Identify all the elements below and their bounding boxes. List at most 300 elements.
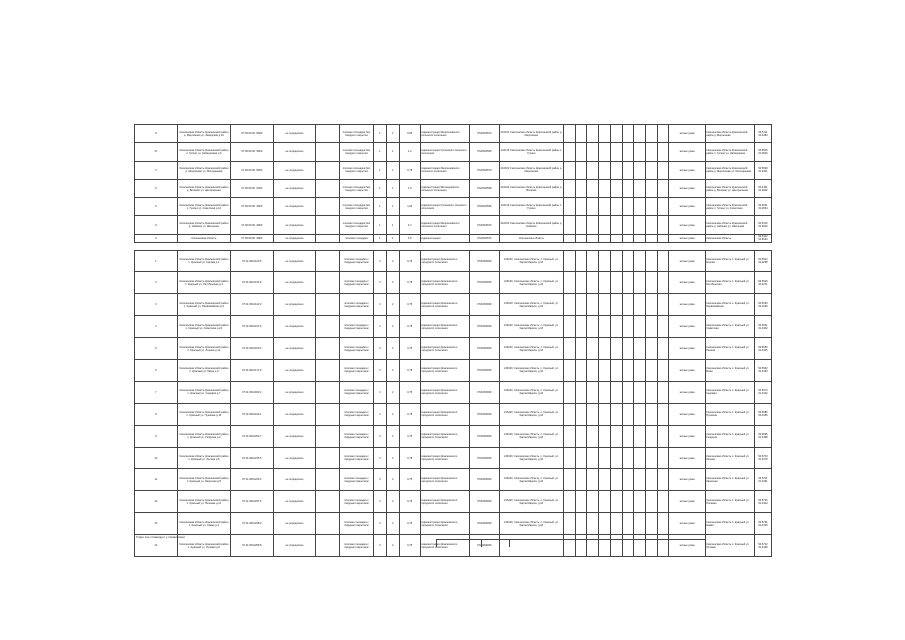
volume: 0,75 [399, 161, 420, 179]
empty-cell [634, 316, 646, 338]
table-row [135, 179, 772, 197]
owner-name: Администрация Краснинского городского поселения [420, 272, 469, 294]
empty-cell [634, 338, 646, 360]
count-b: 1 [386, 216, 399, 234]
empty-cell [599, 338, 611, 360]
count-b: 2 [386, 535, 399, 557]
coordinates: 54.5686 31.4356 [754, 403, 771, 425]
empty-cell [563, 216, 575, 234]
site-purpose: плоская площадка с твердым покрытием [339, 513, 373, 535]
owner-inn: 6720000000 [469, 360, 499, 382]
empty-cell [575, 403, 587, 425]
empty-cell [587, 250, 599, 272]
cadastral-code: 67:00:00:00 :3600 [231, 198, 274, 216]
empty-cell [575, 234, 587, 242]
row-number: 2 [135, 272, 178, 294]
owner-name: Администрация Краснинского городского поселения [420, 250, 469, 272]
empty-cell [646, 360, 658, 382]
empty-cell [657, 216, 669, 234]
owner-name: Администрация Краснинского городского поселения [420, 491, 469, 513]
empty-cell [634, 198, 646, 216]
empty-cell [587, 125, 599, 143]
table-row [135, 403, 772, 425]
owner-inn: 6720000000 [469, 469, 499, 491]
empty-cell [657, 161, 669, 179]
empty-cell [563, 143, 575, 161]
empty-cell [622, 316, 634, 338]
object-location: Смоленская область Краснинский район п. Красный ул. Лесная д.5 [177, 447, 230, 469]
table-row [135, 294, 772, 316]
empty-cell [575, 143, 587, 161]
category: не определено [273, 198, 316, 216]
owner-name: Администрация Краснинского городского поселения [420, 403, 469, 425]
cadastral-code: 67:11:0010248:2 [231, 513, 274, 535]
site-purpose: плоская площадка [339, 234, 373, 242]
empty-cell [563, 338, 575, 360]
empty-cell [610, 234, 622, 242]
register-sheet [134, 124, 772, 557]
coordinates: 54.5662 31.4330 [754, 360, 771, 382]
empty-cell [646, 447, 658, 469]
owner-name: Администрация Краснинского городского поселения [420, 447, 469, 469]
empty-cell [646, 469, 658, 491]
coordinates: 54.5633 31.4290 [754, 294, 771, 316]
empty-cell [587, 234, 599, 242]
cadastral-code: 67:11:0010226:3 [231, 469, 274, 491]
row-number: 47 [135, 143, 178, 161]
volume: 0,75 [399, 535, 420, 557]
count-a: 4 [373, 535, 386, 557]
empty-cell [563, 425, 575, 447]
owner-address: 216100, Смоленская область, п. Красный, ул. Карла Маркса, д.16 [499, 250, 563, 272]
empty-cell [316, 316, 339, 338]
count-b: 2 [386, 447, 399, 469]
site-purpose: плоская площадка с твердым покрытием [339, 491, 373, 513]
count-b: 2 [386, 491, 399, 513]
category: не определено [273, 316, 316, 338]
owner-address: 216100, Смоленская область, п. Красный, ул. Карла Маркса, д.16 [499, 294, 563, 316]
empty-cell [575, 316, 587, 338]
empty-cell [646, 161, 658, 179]
count-a: 4 [373, 338, 386, 360]
empty-cell [575, 250, 587, 272]
owner-name: Администрация Краснинского городского поселения [420, 338, 469, 360]
table-row [135, 469, 772, 491]
source-type: жилые дома [669, 425, 705, 447]
empty-cell [575, 360, 587, 382]
row-number: 12 [135, 491, 178, 513]
empty-cell [316, 338, 339, 360]
empty-cell [610, 216, 622, 234]
row-number: 6 [135, 360, 178, 382]
empty-cell [622, 161, 634, 179]
object-location: Смоленская область Краснинский район п. Красный ул. Ленина д.12 [177, 338, 230, 360]
empty-cell [622, 381, 634, 403]
source-type: жилые дома [669, 161, 705, 179]
owner-inn: 6720023570 [469, 161, 499, 179]
owner-name: Администрация Гусинского сельского поселения [420, 143, 469, 161]
empty-cell [563, 403, 575, 425]
site-purpose: плоская площадка без твердого покрытия [339, 179, 373, 197]
empty-cell [657, 338, 669, 360]
table-row [135, 216, 772, 234]
source-location: Смоленская область Краснинский район д. Мерлиново ул. Молодежная [705, 161, 754, 179]
empty-cell [575, 338, 587, 360]
count-a: 4 [373, 381, 386, 403]
count-b: 2 [386, 513, 399, 535]
empty-cell [599, 403, 611, 425]
table-gap [134, 243, 772, 250]
empty-cell [575, 447, 587, 469]
table-row [135, 234, 772, 242]
empty-cell [610, 294, 622, 316]
source-location: Смоленская область п. Красный ул. Первомайская [705, 294, 754, 316]
empty-cell [657, 447, 669, 469]
empty-cell [622, 469, 634, 491]
coordinates: 54.6931 31.0844 [754, 198, 771, 216]
empty-cell [634, 425, 646, 447]
cadastral-code: 67:00:00:00 :4800 [231, 234, 274, 242]
empty-cell [646, 403, 658, 425]
empty-cell [657, 403, 669, 425]
site-purpose: плоская площадка с твердым покрытием [339, 338, 373, 360]
cadastral-code: 67:11:0010182:4 [231, 381, 274, 403]
volume: 1,00 [399, 198, 420, 216]
count-b: 2 [386, 425, 399, 447]
owner-address: 216100, Смоленская область, п. Красный, ул. Карла Маркса, д.16 [499, 491, 563, 513]
table-row [135, 491, 772, 513]
empty-cell [599, 143, 611, 161]
source-type: жилые дома [669, 316, 705, 338]
count-b: 2 [386, 294, 399, 316]
count-a: 4 [373, 469, 386, 491]
empty-cell [563, 198, 575, 216]
empty-cell [646, 234, 658, 242]
count-b: 2 [386, 272, 399, 294]
count-a: 4 [373, 447, 386, 469]
source-location: Смоленская область п. Красный ул. Лесная [705, 447, 754, 469]
owner-address: 216100, Смоленская область, п. Красный, ул. Карла Маркса, д.16 [499, 469, 563, 491]
source-location: Смоленская область п. Красный ул. Новая [705, 513, 754, 535]
owner-inn: 6720023535 [469, 198, 499, 216]
owner-inn: 6720000000 [469, 491, 499, 513]
source-location: Смоленская область п. Красный ул. Кирова [705, 250, 754, 272]
empty-cell [610, 161, 622, 179]
empty-cell [610, 403, 622, 425]
category: не определено [273, 294, 316, 316]
owner-name: Администрация Краснинского городского поселения [420, 513, 469, 535]
row-number: 8 [135, 125, 178, 143]
empty-cell [657, 294, 669, 316]
empty-cell [316, 447, 339, 469]
coordinates: 54.5641 31.4302 [754, 316, 771, 338]
empty-cell [563, 513, 575, 535]
coordinates: 54.5742 31.4428 [754, 535, 771, 557]
empty-cell [634, 234, 646, 242]
site-purpose: плоская площадка с твердым покрытием [339, 294, 373, 316]
source-location: Смоленская область Краснинский район д. Волково ул. Центральная [705, 179, 754, 197]
category: не определено [273, 535, 316, 557]
empty-cell [587, 143, 599, 161]
source-type: жилые дома [669, 179, 705, 197]
cadastral-code: 67:00:00:00 :3600 [231, 143, 274, 161]
row-number: 11 [135, 469, 178, 491]
category: не определено [273, 469, 316, 491]
empty-cell [610, 179, 622, 197]
site-purpose: плоская площадка без твердого покрытия [339, 161, 373, 179]
empty-cell [599, 381, 611, 403]
empty-cell [587, 316, 599, 338]
volume: 0,75 [399, 360, 420, 382]
owner-name: Администрация Краснинского городского поселения [420, 469, 469, 491]
category: не определено [273, 360, 316, 382]
empty-cell [622, 179, 634, 197]
source-location: Смоленская область п. Красный ул. Садовая [705, 381, 754, 403]
source-type: жилые дома [669, 216, 705, 234]
empty-cell [622, 425, 634, 447]
site-purpose: плоская площадка с твердым покрытием [339, 469, 373, 491]
empty-cell [599, 198, 611, 216]
row-number: 5 [135, 179, 178, 197]
empty-cell [646, 250, 658, 272]
empty-cell [646, 179, 658, 197]
empty-cell [563, 469, 575, 491]
owner-inn: 6720023528 [469, 179, 499, 197]
owner-address: 216115 Смоленская область Краснинский район п. Гусино [499, 198, 563, 216]
empty-cell [599, 294, 611, 316]
empty-cell [622, 234, 634, 242]
owner-name: Администрация Краснинского городского поселения [420, 360, 469, 382]
coordinates: 54.5699 31.4301 [754, 161, 771, 179]
empty-cell [563, 272, 575, 294]
source-location: Смоленская область Краснинский район п. Гусино ул. Советская [705, 198, 754, 216]
row-number: 1 [135, 250, 178, 272]
table-row [135, 425, 772, 447]
volume: 0,75 [399, 381, 420, 403]
table-row [135, 125, 772, 143]
site-purpose: плоская площадка с твердым покрытием [339, 272, 373, 294]
cadastral-code: 67:11:0010237:6 [231, 491, 274, 513]
count-a: 4 [373, 316, 386, 338]
category: не определено [273, 381, 316, 403]
empty-cell [316, 360, 339, 382]
table-row [135, 198, 772, 216]
object-location: Смоленская область Краснинский район п. Красный ул. Пушкина д.15 [177, 403, 230, 425]
coordinates: 54.5674 31.4342 [754, 381, 771, 403]
table-row [135, 143, 772, 161]
empty-cell [563, 294, 575, 316]
source-type: жилые дома [669, 360, 705, 382]
volume: 0,55 [399, 125, 420, 143]
owner-name: Администрация Краснинского городского поселения [420, 425, 469, 447]
row-number: 14 [135, 535, 178, 557]
empty-cell [587, 381, 599, 403]
cadastral-code: 67:00:00:00 :2300 [231, 179, 274, 197]
volume: 0,75 [399, 294, 420, 316]
owner-address: Смоленская область [499, 234, 563, 242]
source-type: жилые дома [669, 198, 705, 216]
object-location: Смоленская область Краснинский район п. Красный ул. Первомайская д.9 [177, 294, 230, 316]
empty-cell [575, 198, 587, 216]
empty-cell [646, 272, 658, 294]
empty-cell [316, 234, 339, 242]
empty-cell [610, 198, 622, 216]
category: не определено [273, 403, 316, 425]
empty-cell [599, 272, 611, 294]
site-purpose: плоская площадка без твердого покрытия [339, 198, 373, 216]
owner-address: 216100, Смоленская область, п. Красный, ул. Карла Маркса, д.16 [499, 360, 563, 382]
site-purpose: плоская площадка с твердым покрытием [339, 360, 373, 382]
category: не определено [273, 272, 316, 294]
cadastral-code: 67:11:0010215:5 [231, 447, 274, 469]
object-location: Смоленская область Краснинский район д. Волково ул. Центральная [177, 179, 230, 197]
empty-cell [587, 179, 599, 197]
owner-inn: 6720023570 [469, 234, 499, 242]
empty-cell [634, 143, 646, 161]
volume: 0,75 [399, 403, 420, 425]
empty-cell [316, 491, 339, 513]
count-a: 1 [373, 125, 386, 143]
category: не определено [273, 216, 316, 234]
empty-cell [575, 513, 587, 535]
owner-inn: 6720000000 [469, 338, 499, 360]
empty-cell [610, 513, 622, 535]
empty-cell [646, 425, 658, 447]
empty-cell [587, 198, 599, 216]
empty-cell [646, 198, 658, 216]
empty-cell [622, 513, 634, 535]
owner-inn: 6720000000 [469, 272, 499, 294]
empty-cell [610, 381, 622, 403]
empty-cell [634, 294, 646, 316]
table-row [135, 316, 772, 338]
row-number: 4 [135, 161, 178, 179]
empty-cell [316, 125, 339, 143]
coordinates: 54.5711 31.4283 [754, 125, 771, 143]
empty-cell [622, 198, 634, 216]
source-location: Смоленская область п. Красный ул. Ленина [705, 338, 754, 360]
owner-name: Администрация Краснинского городского поселения [420, 294, 469, 316]
source-type: жилые дома [669, 381, 705, 403]
empty-cell [610, 125, 622, 143]
empty-cell [657, 179, 669, 197]
volume: 0,7 [399, 216, 420, 234]
count-b: 1 [386, 234, 399, 242]
table-row [135, 360, 772, 382]
site-purpose: плоская площадка с твердым покрытием [339, 403, 373, 425]
empty-cell [563, 381, 575, 403]
cadastral-code: 67:11:0010151:6 [231, 316, 274, 338]
empty-cell [587, 338, 599, 360]
source-type: жилые дома [669, 469, 705, 491]
count-b: 2 [386, 403, 399, 425]
table-row [135, 338, 772, 360]
empty-cell [657, 250, 669, 272]
count-a: 4 [373, 272, 386, 294]
count-b: 1 [386, 198, 399, 216]
cadastral-code: 67:11:0010123:5 [231, 250, 274, 272]
site-purpose: плоская площадка без твердого покрытия [339, 125, 373, 143]
object-location: Смоленская область [177, 234, 230, 242]
row-number: 3 [135, 294, 178, 316]
count-a: 1 [373, 198, 386, 216]
empty-cell [610, 447, 622, 469]
object-location: Смоленская область Краснинский район п. Красный ул. Полевая д.11 [177, 491, 230, 513]
empty-cell [622, 125, 634, 143]
empty-cell [563, 360, 575, 382]
cadastral-code: 67:00:00:00 :4800 [231, 216, 274, 234]
empty-cell [646, 491, 658, 513]
empty-cell [587, 272, 599, 294]
empty-cell [587, 469, 599, 491]
empty-cell [622, 294, 634, 316]
cadastral-code: 67:11:0010142:3 [231, 294, 274, 316]
empty-cell [587, 216, 599, 234]
owner-inn: 6720023570 [469, 216, 499, 234]
volume: 0,75 [399, 469, 420, 491]
empty-cell [587, 403, 599, 425]
row-number: 5 [135, 338, 178, 360]
footer-caption: Угрин эле стимиццот у пскинтиснет [136, 535, 186, 539]
count-b: 1 [386, 179, 399, 197]
cadastral-code: 67:11:0010204:7 [231, 425, 274, 447]
cadastral-code: 67:00:00:00 :5600 [231, 161, 274, 179]
empty-cell [634, 403, 646, 425]
empty-cell [622, 143, 634, 161]
table-row [135, 381, 772, 403]
empty-cell [657, 316, 669, 338]
coordinates: 54.5711 31.4391 [754, 469, 771, 491]
row-number: 13 [135, 513, 178, 535]
empty-cell [599, 447, 611, 469]
source-location: Смоленская область п. Красный ул. Октябрьская [705, 272, 754, 294]
empty-cell [316, 272, 339, 294]
object-location: Смоленская область Краснинский район п. Красный ул. Мира д.3 [177, 360, 230, 382]
owner-name: Администрация Мерлиновского сельского поселения [420, 216, 469, 234]
row-number: 4 [135, 316, 178, 338]
count-a: 4 [373, 403, 386, 425]
empty-cell [599, 425, 611, 447]
source-type: жилые дома [669, 513, 705, 535]
empty-cell [316, 403, 339, 425]
category: не определено [273, 234, 316, 242]
object-location: Смоленская область Краснинский район д. Нейково ул. Школьная [177, 216, 230, 234]
owner-inn: 6720000000 [469, 425, 499, 447]
category: не определено [273, 250, 316, 272]
empty-cell [316, 143, 339, 161]
owner-address: 216102 Смоленская область Краснинский район д. Мерлиново [499, 161, 563, 179]
source-location: Смоленская область п. Красный ул. Заречная [705, 469, 754, 491]
empty-cell [610, 491, 622, 513]
empty-cell [563, 125, 575, 143]
volume: 0,75 [399, 447, 420, 469]
empty-cell [634, 125, 646, 143]
count-b: 2 [386, 469, 399, 491]
count-a: 4 [373, 491, 386, 513]
coordinates: 54.5312 31.3633 [754, 234, 771, 242]
empty-cell [610, 425, 622, 447]
empty-cell [316, 161, 339, 179]
empty-cell [563, 179, 575, 197]
source-location: Смоленская область п. Красный ул. Луговая [705, 535, 754, 557]
empty-cell [316, 425, 339, 447]
cadastral-code: 67:11:0010259:8 [231, 535, 274, 557]
owner-name: Администрация Волоедовского сельского поселения [420, 179, 469, 197]
owner-inn: 6720000000 [469, 535, 499, 557]
owner-inn: 6720000000 [469, 250, 499, 272]
empty-cell [622, 250, 634, 272]
source-location: Смоленская область п. Красный ул. Пушкина [705, 403, 754, 425]
